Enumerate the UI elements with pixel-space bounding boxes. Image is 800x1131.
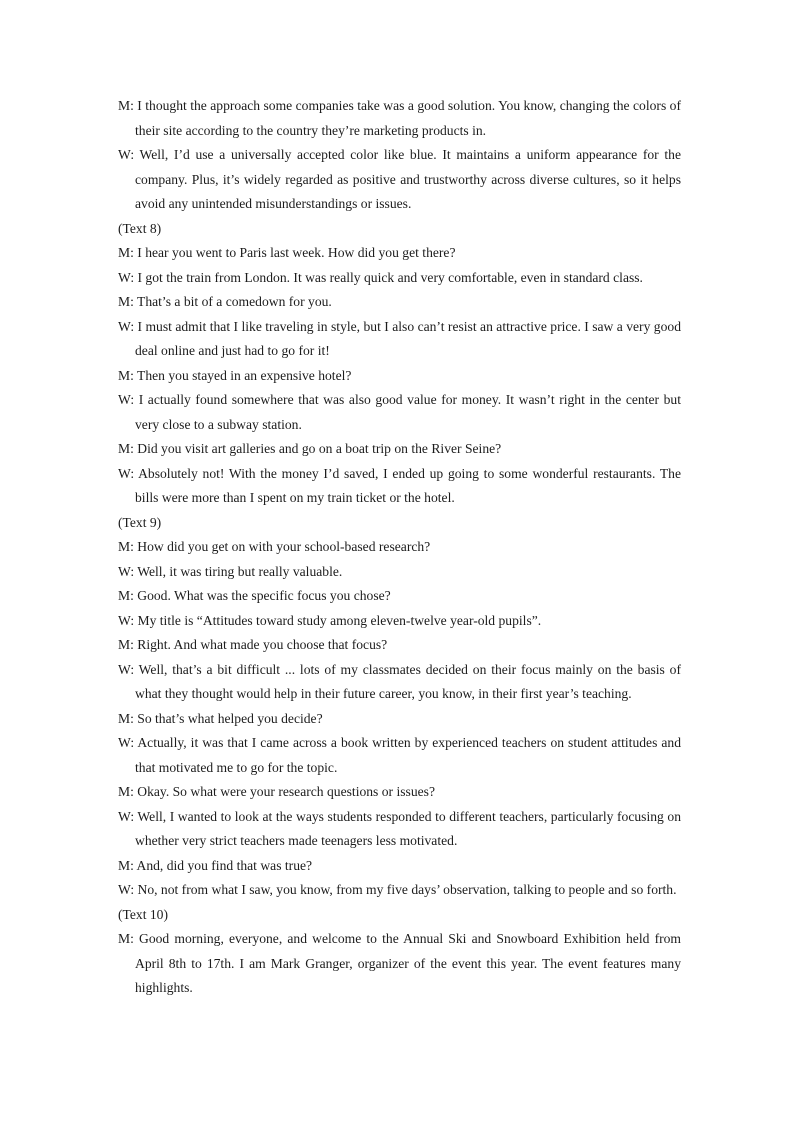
- utterance-m: M: And, did you find that was true?: [118, 857, 313, 873]
- utterance-w: W: I actually found somewhere that was also good value for money. It wasn’t right in the center but very close to a subway station.: [118, 392, 681, 432]
- section-label-text-10: (Text 10): [118, 906, 169, 922]
- utterance-w: W: I got the train from London. It was really quick and very comfortable, even in standard class.: [118, 269, 643, 285]
- utterance-m: M: How did you get on with your school-based research?: [118, 539, 431, 554]
- utterance-m: M: Then you stayed in an expensive hotel?: [118, 367, 352, 383]
- utterance-m: M: I thought the approach some companies take was a good solution. You know, changing the colors of their site according to the country they’re marketing products in.: [118, 98, 681, 138]
- section-label-text-8: (Text 8): [118, 220, 162, 236]
- utterance-m: M: I hear you went to Paris last week. How did you get there?: [118, 245, 456, 260]
- utterance-w: W: Actually, it was that I came across a book written by experienced teachers on student attitudes and that motivated me to go for the topic.: [118, 735, 681, 775]
- section-label-text-9: (Text 9): [118, 514, 162, 530]
- transcript-page: [118, 94, 681, 1001]
- utterance-m: M: That’s a bit of a comedown for you.: [118, 294, 332, 309]
- utterance-w: W: Absolutely not! With the money I’d saved, I ended up going to some wonderful restaurants. The bills were more than I spent on my train ticket or the hotel.: [118, 465, 681, 505]
- utterance-w: W: My title is “Attitudes toward study among eleven-twelve year-old pupils”.: [118, 612, 542, 628]
- utterance-m: M: Did you visit art galleries and go on a boat trip on the River Seine?: [118, 441, 502, 456]
- utterance-m: M: Good morning, everyone, and welcome to the Annual Ski and Snowboard Exhibition held from April 8th to 17th. I am Mark Granger, organizer of the event this year. The event features many highlights.: [118, 931, 681, 995]
- utterance-w: W: Well, that’s a bit difficult ... lots of my classmates decided on their focus mainly on the basis of what they thought would help in their future career, you know, in their first year’s teaching.: [118, 661, 681, 701]
- utterance-w: W: Well, it was tiring but really valuable.: [118, 563, 343, 579]
- utterance-m: M: So that’s what helped you decide?: [118, 710, 323, 726]
- utterance-w: W: No, not from what I saw, you know, from my five days’ observation, talking to people and so forth.: [118, 882, 677, 897]
- utterance-w: W: Well, I’d use a universally accepted color like blue. It maintains a uniform appearance for the company. Plus, it’s widely regarded as positive and trustworthy across diverse cultures, so it helps avoid any unintended misunderstandings or issues.: [118, 147, 681, 211]
- utterance-m: M: Okay. So what were your research questions or issues?: [118, 784, 435, 799]
- utterance-w: W: I must admit that I like traveling in style, but I also can’t resist an attractive price. I saw a very good deal online and just had to go for it!: [118, 318, 681, 358]
- utterance-w: W: Well, I wanted to look at the ways students responded to different teachers, particularly focusing on whether very strict teachers made teenagers less motivated.: [118, 808, 681, 848]
- utterance-m: M: Right. And what made you choose that focus?: [118, 637, 388, 652]
- utterance-m: M: Good. What was the specific focus you chose?: [118, 588, 391, 603]
